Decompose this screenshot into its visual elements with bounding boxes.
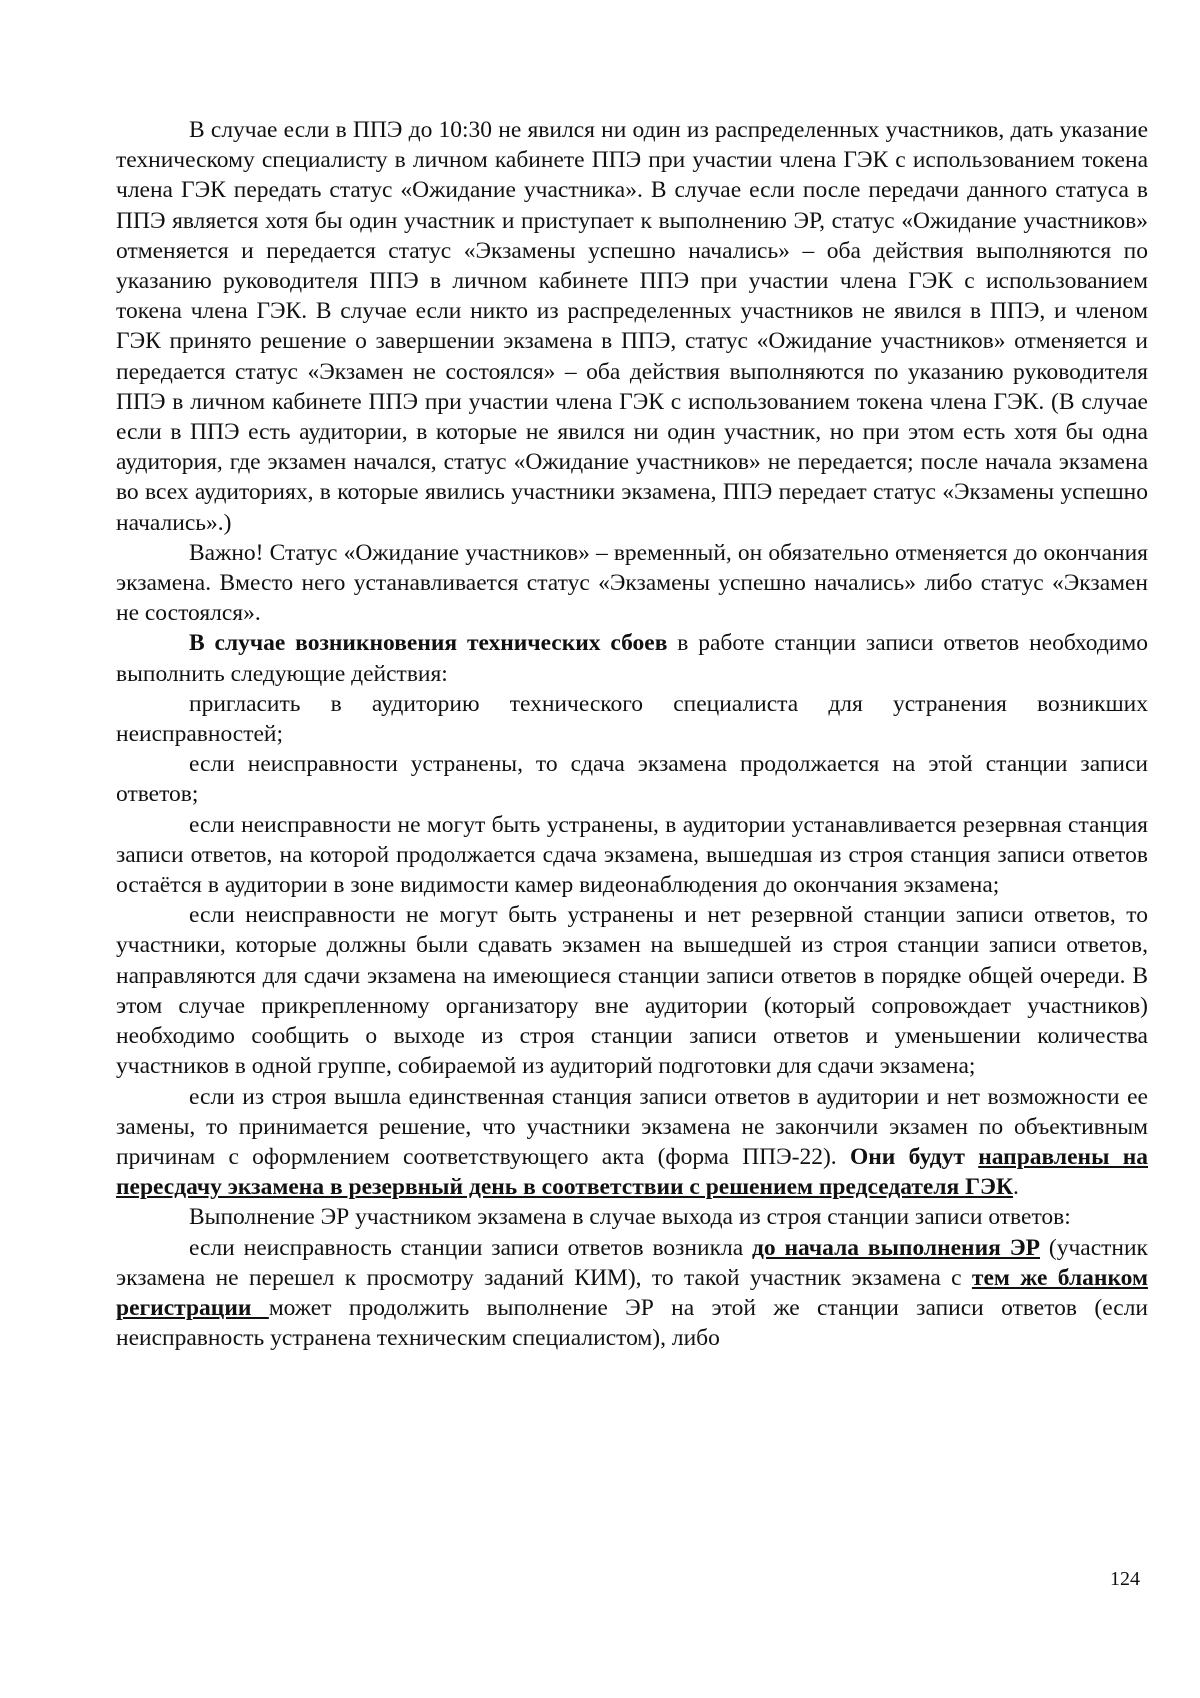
paragraph-p7	[116, 900, 1148, 1081]
text-segment: в работе станции записи ответов необходимо выполнить следующие действия:	[116, 630, 1148, 687]
text-segment: если неисправности не могут быть устранены и нет резервной станции записи ответов, то участники, которые должны были сдавать экзамен на вышедшей из строя станции записи ответов, направляются для сдачи экзамена на имеющиеся станции записи ответов в порядке общей очереди. В этом случае прикрепленному организатору вне аудитории (который сопровождает участников) необходимо сообщить о выходе из строя станции записи ответов и уменьшении количества участников в одной группе, собираемой из аудиторий подготовки для сдачи экзамена;	[116, 902, 1148, 1080]
text-segment: если неисправности не могут быть устранены, в аудитории устанавливается резервная станция записи ответов, на которой продолжается сдача экзамена, вышедшая из строя станция записи ответов остаётся в аудитории в зоне видимости камер видеонаблюдения до окончания экзамена;	[116, 811, 1148, 899]
paragraph-p8	[116, 1082, 1148, 1203]
paragraph-p9	[116, 1202, 1148, 1232]
text-segment: до начала выполнения ЭР	[752, 1234, 1040, 1261]
text-segment: В случае если в ППЭ до 10:30 не явился ни один из распределенных участников, дать указание техническому специалисту в личном кабинете ППЭ при участии члена ГЭК с использованием токена члена ГЭК передать статус «Ожидание участника». В случае если после передачи данного статуса в ППЭ является хотя бы один участник и приступает к выполнению ЭР, статус «Ожидание участников» отменяется и передается статус «Экзамены успешно начались» – оба действия выполняются по указанию руководителя ППЭ в личном кабинете ППЭ при участии члена ГЭК с использованием токена члена ГЭК. В случае если никто из распределенных участников не явился в ППЭ, и членом ГЭК принято решение о завершении экзамена в ППЭ, статус «Ожидание участников» отменяется и передается статус «Экзамен не состоялся» – оба действия выполняются по указанию руководителя ППЭ в личном кабинете ППЭ при участии члена ГЭК с использованием токена члена ГЭК. (В случае если в ППЭ есть аудитории, в которые не явился ни один участник, но при этом есть хотя бы одна аудитория, где экзамен начался, статус «Ожидание участников» не передается; после начала экзамена во всех аудиториях, в которые явились участники экзамена, ППЭ передает статус «Экзамены успешно начались».)	[116, 117, 1148, 536]
text-segment: В случае возникновения технических сбоев	[189, 630, 668, 657]
text-segment: если из строя вышла единственная станция записи ответов в аудитории и нет возможности ее замены, то принимается решение, что участники экзамена не закончили экзамен по объективным причинам с оформлением соответствующего акта (форма ППЭ-22).	[116, 1083, 1148, 1170]
text-segment: если неисправности устранены, то сдача экзамена продолжается на этой станции записи ответов;	[116, 751, 1148, 808]
page-number: 124	[1110, 1568, 1140, 1590]
text-segment: Важно! Статус «Ожидание участников» – временный, он обязательно отменяется до окончания экзамена. Вместо него устанавливается статус «Экзамены успешно начались» либо статус «Экзамен не состоялся».	[116, 539, 1148, 627]
paragraph-p4	[116, 689, 1148, 749]
paragraph-p3	[116, 628, 1148, 688]
text-segment: может продолжить выполнение ЭР на этой же станции записи ответов (если неисправность устранена техническим специалистом), либо	[116, 1294, 1148, 1352]
text-segment: направлены на пересдачу экзамена в резервный день в соответствии с решением председателя ГЭК	[116, 1143, 1148, 1201]
text-segment: .	[1013, 1174, 1019, 1201]
paragraph-p1	[116, 115, 1148, 538]
text-segment: Они будут	[849, 1143, 979, 1170]
text-segment: тем же бланком регистрации	[116, 1264, 1148, 1321]
paragraph-p6	[116, 810, 1148, 901]
text-segment: пригласить в аудиторию технического специалиста для устранения возникших неисправностей;	[116, 690, 1148, 748]
document-page	[116, 115, 1148, 1353]
text-segment: (участник экзамена не перешел к просмотру заданий КИМ), то такой участник экзамена с	[116, 1234, 1148, 1291]
paragraph-p5	[116, 749, 1148, 809]
text-segment: если неисправность станции записи ответов возникла	[189, 1234, 753, 1261]
text-segment: Выполнение ЭР участником экзамена в случае выхода из строя станции записи ответов:	[189, 1204, 1071, 1231]
paragraph-p10	[116, 1233, 1148, 1354]
paragraph-p2	[116, 538, 1148, 629]
